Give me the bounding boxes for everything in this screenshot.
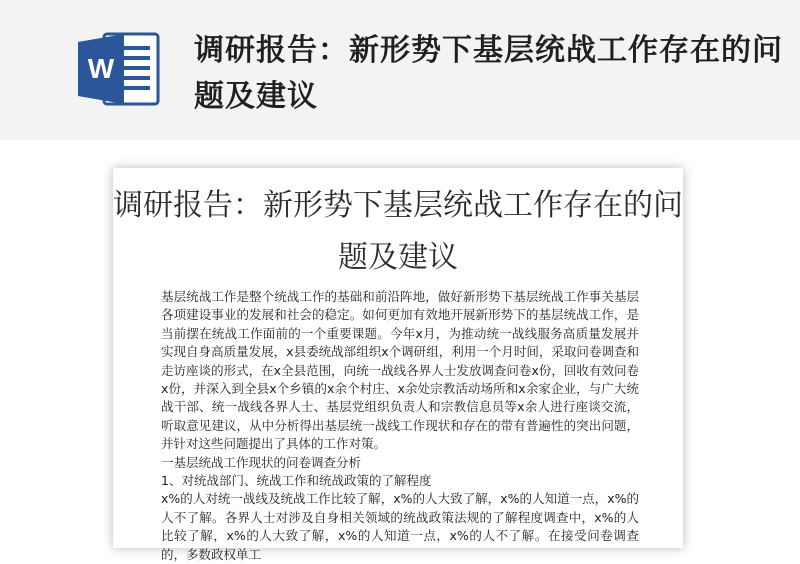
banner-title: 调研报告：新形势下基层统战工作存在的问题及建议 [194,33,783,114]
document-page [113,168,683,562]
subsection-heading: 1、对统战部门、统战工作和统战政策的了解程度 [161,473,432,489]
document-title: 调研报告：新形势下基层统战工作存在的问题及建议 [113,188,683,275]
paragraph-survey: x%的人对统一战线及统战工作比较了解，x%的人大致了解，x%的人知道一点，x%的人不了解。各界人士对涉及自身相关领域的统战政策法规的了解程度调查中，x%的人比较了解，x%的人大致了解，x%的人知道一点，x%的人不了解。在接受问卷调查的，多数政权单工 [161,491,639,562]
word-document-icon [74,28,162,110]
word-icon-letter: W [87,53,115,84]
paragraph-intro: 基层统战工作是整个统战工作的基础和前沿阵地，做好新形势下基层统战工作事关基层各项建设事业的发展和社会的稳定。如何更加有效地开展新形势下的基层统战工作，是当前摆在统战工作面前的一个重要课题。今年x月，为推动统一战线服务高质量发展并实现自身高质量发展，x县委统战部组织x个调研组，利用一个月时间，采取问卷调查和走访座谈的形式，在x全县范围，向统一战线各界人士发放调查问卷x份，回收有效问卷x份，并深入到全县x个乡镇的x余个村庄、x余处宗教活动场所和x余家企业，与广大统战干部、统一战线各界人士、基层党组织负责人和宗教信息员等x余人进行座谈交流，听取意见建议，从中分析得出基层统一战线工作现状和存在的带有普遍性的突出问题，并针对这些问题提出了具体的工作对策。 [161,289,639,452]
section-heading: 一基层统战工作现状的问卷调查分析 [161,454,362,470]
header-banner [0,0,800,140]
document-body [161,288,639,564]
